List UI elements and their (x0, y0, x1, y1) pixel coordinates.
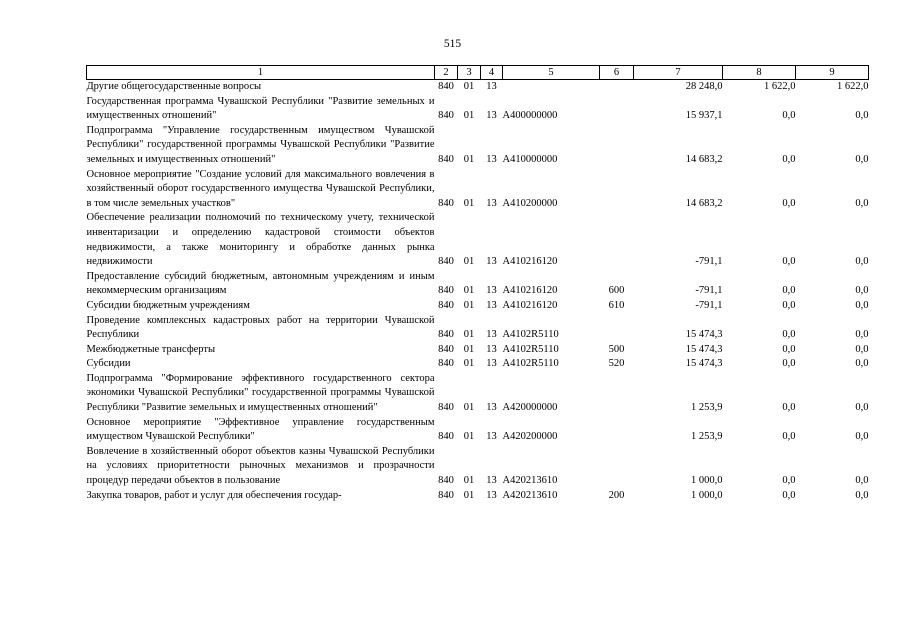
cell-amount-3: 0,0 (855, 285, 869, 297)
cell-amount-3: 0,0 (855, 256, 869, 268)
cell-amount: 1 253,9 (691, 431, 723, 443)
cell-admin-code: 840 (438, 256, 454, 268)
cell-amount-2: 0,0 (782, 431, 796, 443)
row-name-cell: Субсидии (86, 358, 131, 370)
cell-section: 01 (463, 299, 475, 311)
cell-subsection: 13 (486, 197, 497, 209)
cell-amount-2: 0,0 (782, 197, 796, 209)
table-row (87, 372, 869, 416)
cell-amount-3: 0,0 (855, 431, 869, 443)
table-row (87, 80, 869, 95)
cell-amount-2: 0,0 (782, 110, 796, 122)
table-row (87, 299, 869, 314)
table-row (87, 489, 869, 504)
cell-amount-3: 0,0 (855, 402, 869, 414)
cell-target-article: A410000000 (502, 153, 558, 165)
cell-subsection: 13 (486, 431, 497, 443)
table-row (87, 95, 869, 124)
cell-admin-code: 840 (438, 81, 454, 92)
cell-amount: 28 248,0 (685, 81, 723, 92)
cell-section: 01 (463, 329, 475, 341)
cell-admin-code: 840 (438, 431, 454, 443)
cell-subsection: 13 (486, 343, 497, 355)
cell-amount-3: 0,0 (855, 358, 869, 370)
cell-section: 01 (463, 110, 475, 122)
row-name-cell: Другие общегосударственные вопросы (86, 81, 262, 92)
cell-expense-type: 610 (608, 299, 625, 311)
cell-subsection: 13 (486, 489, 497, 501)
row-name-cell: Обеспечение реализации полномочий по техническому учету, технической инвентаризации и определению кадастровой стоимости объектов недвижимости, а также мониторингу и обработке данных рынка недвижимости (86, 212, 435, 268)
header-cell: 5 (503, 66, 600, 80)
table-row (87, 416, 869, 445)
header-cell: 4 (481, 66, 503, 80)
cell-expense-type (600, 80, 634, 95)
cell-section: 01 (463, 489, 475, 501)
cell-expense-type (600, 314, 634, 343)
cell-amount-2: 0,0 (782, 343, 796, 355)
cell-admin-code: 840 (438, 475, 454, 487)
table-header-row (87, 66, 869, 80)
cell-amount: -791,1 (695, 285, 723, 297)
cell-expense-type (600, 445, 634, 489)
cell-admin-code: 840 (438, 153, 454, 165)
cell-amount: 15 474,3 (685, 329, 723, 341)
cell-subsection: 13 (486, 256, 497, 268)
cell-amount: 1 253,9 (691, 402, 723, 414)
cell-section: 01 (463, 285, 475, 297)
cell-expense-type (600, 416, 634, 445)
row-name-cell: Субсидии бюджетным учреждениям (86, 299, 250, 311)
cell-subsection: 13 (486, 475, 497, 487)
row-name-cell: Подпрограмма "Управление государственным имуществом Чувашской Республики" государственной программы Чувашской Республики "Развитие земельных и имущественных отношений" (86, 124, 435, 165)
row-name-cell: Государственная программа Чувашской Республики "Развитие земельных и имущественных отношений" (86, 95, 435, 122)
cell-amount: 1 000,0 (691, 489, 723, 501)
cell-amount-2: 1 622,0 (764, 81, 796, 92)
cell-expense-type (600, 168, 634, 212)
cell-target-article: A4102R5110 (502, 329, 559, 341)
cell-target-article: A410200000 (502, 197, 558, 209)
row-name-cell: Основное мероприятие "Эффективное управление государственным имуществом Чувашской Республики" (86, 416, 435, 443)
cell-amount-2: 0,0 (782, 329, 796, 341)
cell-expense-type (600, 95, 634, 124)
cell-subsection: 13 (486, 358, 497, 370)
cell-amount: 15 474,3 (685, 343, 723, 355)
cell-amount-2: 0,0 (782, 402, 796, 414)
cell-admin-code: 840 (438, 299, 454, 311)
cell-expense-type: 600 (608, 285, 625, 297)
cell-subsection: 13 (486, 402, 497, 414)
cell-admin-code: 840 (438, 197, 454, 209)
cell-amount-3: 0,0 (855, 299, 869, 311)
table-row (87, 168, 869, 212)
cell-subsection: 13 (486, 153, 497, 165)
cell-amount-3: 0,0 (855, 153, 869, 165)
cell-amount-3: 0,0 (855, 475, 869, 487)
cell-amount-2: 0,0 (782, 256, 796, 268)
table-row (87, 211, 869, 269)
cell-section: 01 (463, 343, 475, 355)
cell-section: 01 (463, 431, 475, 443)
budget-table (86, 65, 869, 503)
cell-subsection: 13 (486, 110, 497, 122)
cell-target-article: A4102R5110 (502, 358, 559, 370)
header-cell: 1 (87, 66, 435, 80)
cell-amount: 14 683,2 (685, 153, 723, 165)
cell-amount-3: 1 622,0 (837, 81, 869, 92)
cell-amount: 14 683,2 (685, 197, 723, 209)
cell-section: 01 (463, 358, 475, 370)
cell-section: 01 (463, 402, 475, 414)
cell-expense-type: 500 (608, 343, 625, 355)
table-row (87, 445, 869, 489)
row-name-cell: Вовлечение в хозяйственный оборот объектов казны Чувашской Республики на условиях приоритетности рыночных механизмов и прозрачности процедур передачи объектов в пользование (86, 445, 435, 487)
row-name-cell: Межбюджетные трансферты (86, 343, 216, 355)
cell-admin-code: 840 (438, 489, 454, 501)
cell-subsection: 13 (486, 329, 497, 341)
cell-expense-type (600, 372, 634, 416)
cell-target-article: A420200000 (502, 431, 558, 443)
cell-target-article: A400000000 (502, 110, 558, 122)
cell-amount: 15 474,3 (685, 358, 723, 370)
cell-expense-type: 520 (608, 358, 625, 370)
cell-amount-2: 0,0 (782, 285, 796, 297)
table-row (87, 343, 869, 358)
cell-admin-code: 840 (438, 343, 454, 355)
cell-subsection: 13 (486, 285, 497, 297)
cell-admin-code: 840 (438, 402, 454, 414)
cell-section: 01 (463, 475, 475, 487)
cell-amount: 1 000,0 (691, 475, 723, 487)
cell-target-article: A410216120 (502, 299, 558, 311)
cell-section: 01 (463, 256, 475, 268)
cell-target-article: A420213610 (502, 475, 558, 487)
cell-expense-type (600, 211, 634, 269)
cell-section: 01 (463, 197, 475, 209)
cell-section: 01 (463, 153, 475, 165)
cell-amount-3: 0,0 (855, 197, 869, 209)
table-row (87, 124, 869, 168)
cell-admin-code: 840 (438, 329, 454, 341)
cell-admin-code: 840 (438, 110, 454, 122)
header-cell: 9 (796, 66, 869, 80)
table-row (87, 357, 869, 372)
cell-amount-3: 0,0 (855, 110, 869, 122)
cell-amount-2: 0,0 (782, 489, 796, 501)
cell-amount-2: 0,0 (782, 358, 796, 370)
cell-subsection: 13 (486, 81, 497, 92)
cell-amount-2: 0,0 (782, 153, 796, 165)
row-name-cell: Подпрограмма "Формирование эффективного государственного сектора экономики Чувашской Республики" государственной программы Чувашской Республики "Развитие земельных и имущественных отношений" (86, 372, 435, 414)
table-row (87, 314, 869, 343)
cell-target-article: A420213610 (502, 489, 558, 501)
cell-admin-code: 840 (438, 358, 454, 370)
cell-target-article: A420000000 (502, 402, 558, 414)
table-row (87, 270, 869, 299)
row-name-cell: Основное мероприятие "Создание условий для максимального вовлечения в хозяйственный оборот государственного имущества Чувашской Республики, в том числе земельных участков" (86, 168, 435, 209)
cell-amount: -791,1 (695, 256, 723, 268)
cell-amount-3: 0,0 (855, 343, 869, 355)
row-name-cell: Проведение комплексных кадастровых работ на территории Чувашской Республики (86, 314, 435, 341)
header-cell: 8 (723, 66, 796, 80)
row-name-cell: Закупка товаров, работ и услуг для обеспечения государ- (86, 489, 342, 501)
cell-expense-type (600, 124, 634, 168)
header-cell: 7 (634, 66, 723, 80)
cell-subsection: 13 (486, 299, 497, 311)
header-cell: 6 (600, 66, 634, 80)
cell-expense-type: 200 (608, 489, 625, 501)
cell-amount-3: 0,0 (855, 329, 869, 341)
cell-amount-3: 0,0 (855, 489, 869, 501)
cell-target-article: A410216120 (502, 256, 558, 268)
cell-amount: -791,1 (695, 299, 723, 311)
cell-amount: 15 937,1 (685, 110, 723, 122)
cell-amount-2: 0,0 (782, 475, 796, 487)
cell-target-article: A410216120 (502, 285, 558, 297)
cell-section: 01 (463, 81, 475, 92)
cell-target-article: A4102R5110 (502, 343, 559, 355)
cell-target-article (503, 80, 600, 95)
header-cell: 3 (458, 66, 481, 80)
cell-amount-2: 0,0 (782, 299, 796, 311)
cell-admin-code: 840 (438, 285, 454, 297)
page-number: 515 (443, 38, 462, 50)
header-cell: 2 (435, 66, 458, 80)
row-name-cell: Предоставление субсидий бюджетным, автономным учреждениям и иным некоммерческим организациям (86, 270, 435, 297)
